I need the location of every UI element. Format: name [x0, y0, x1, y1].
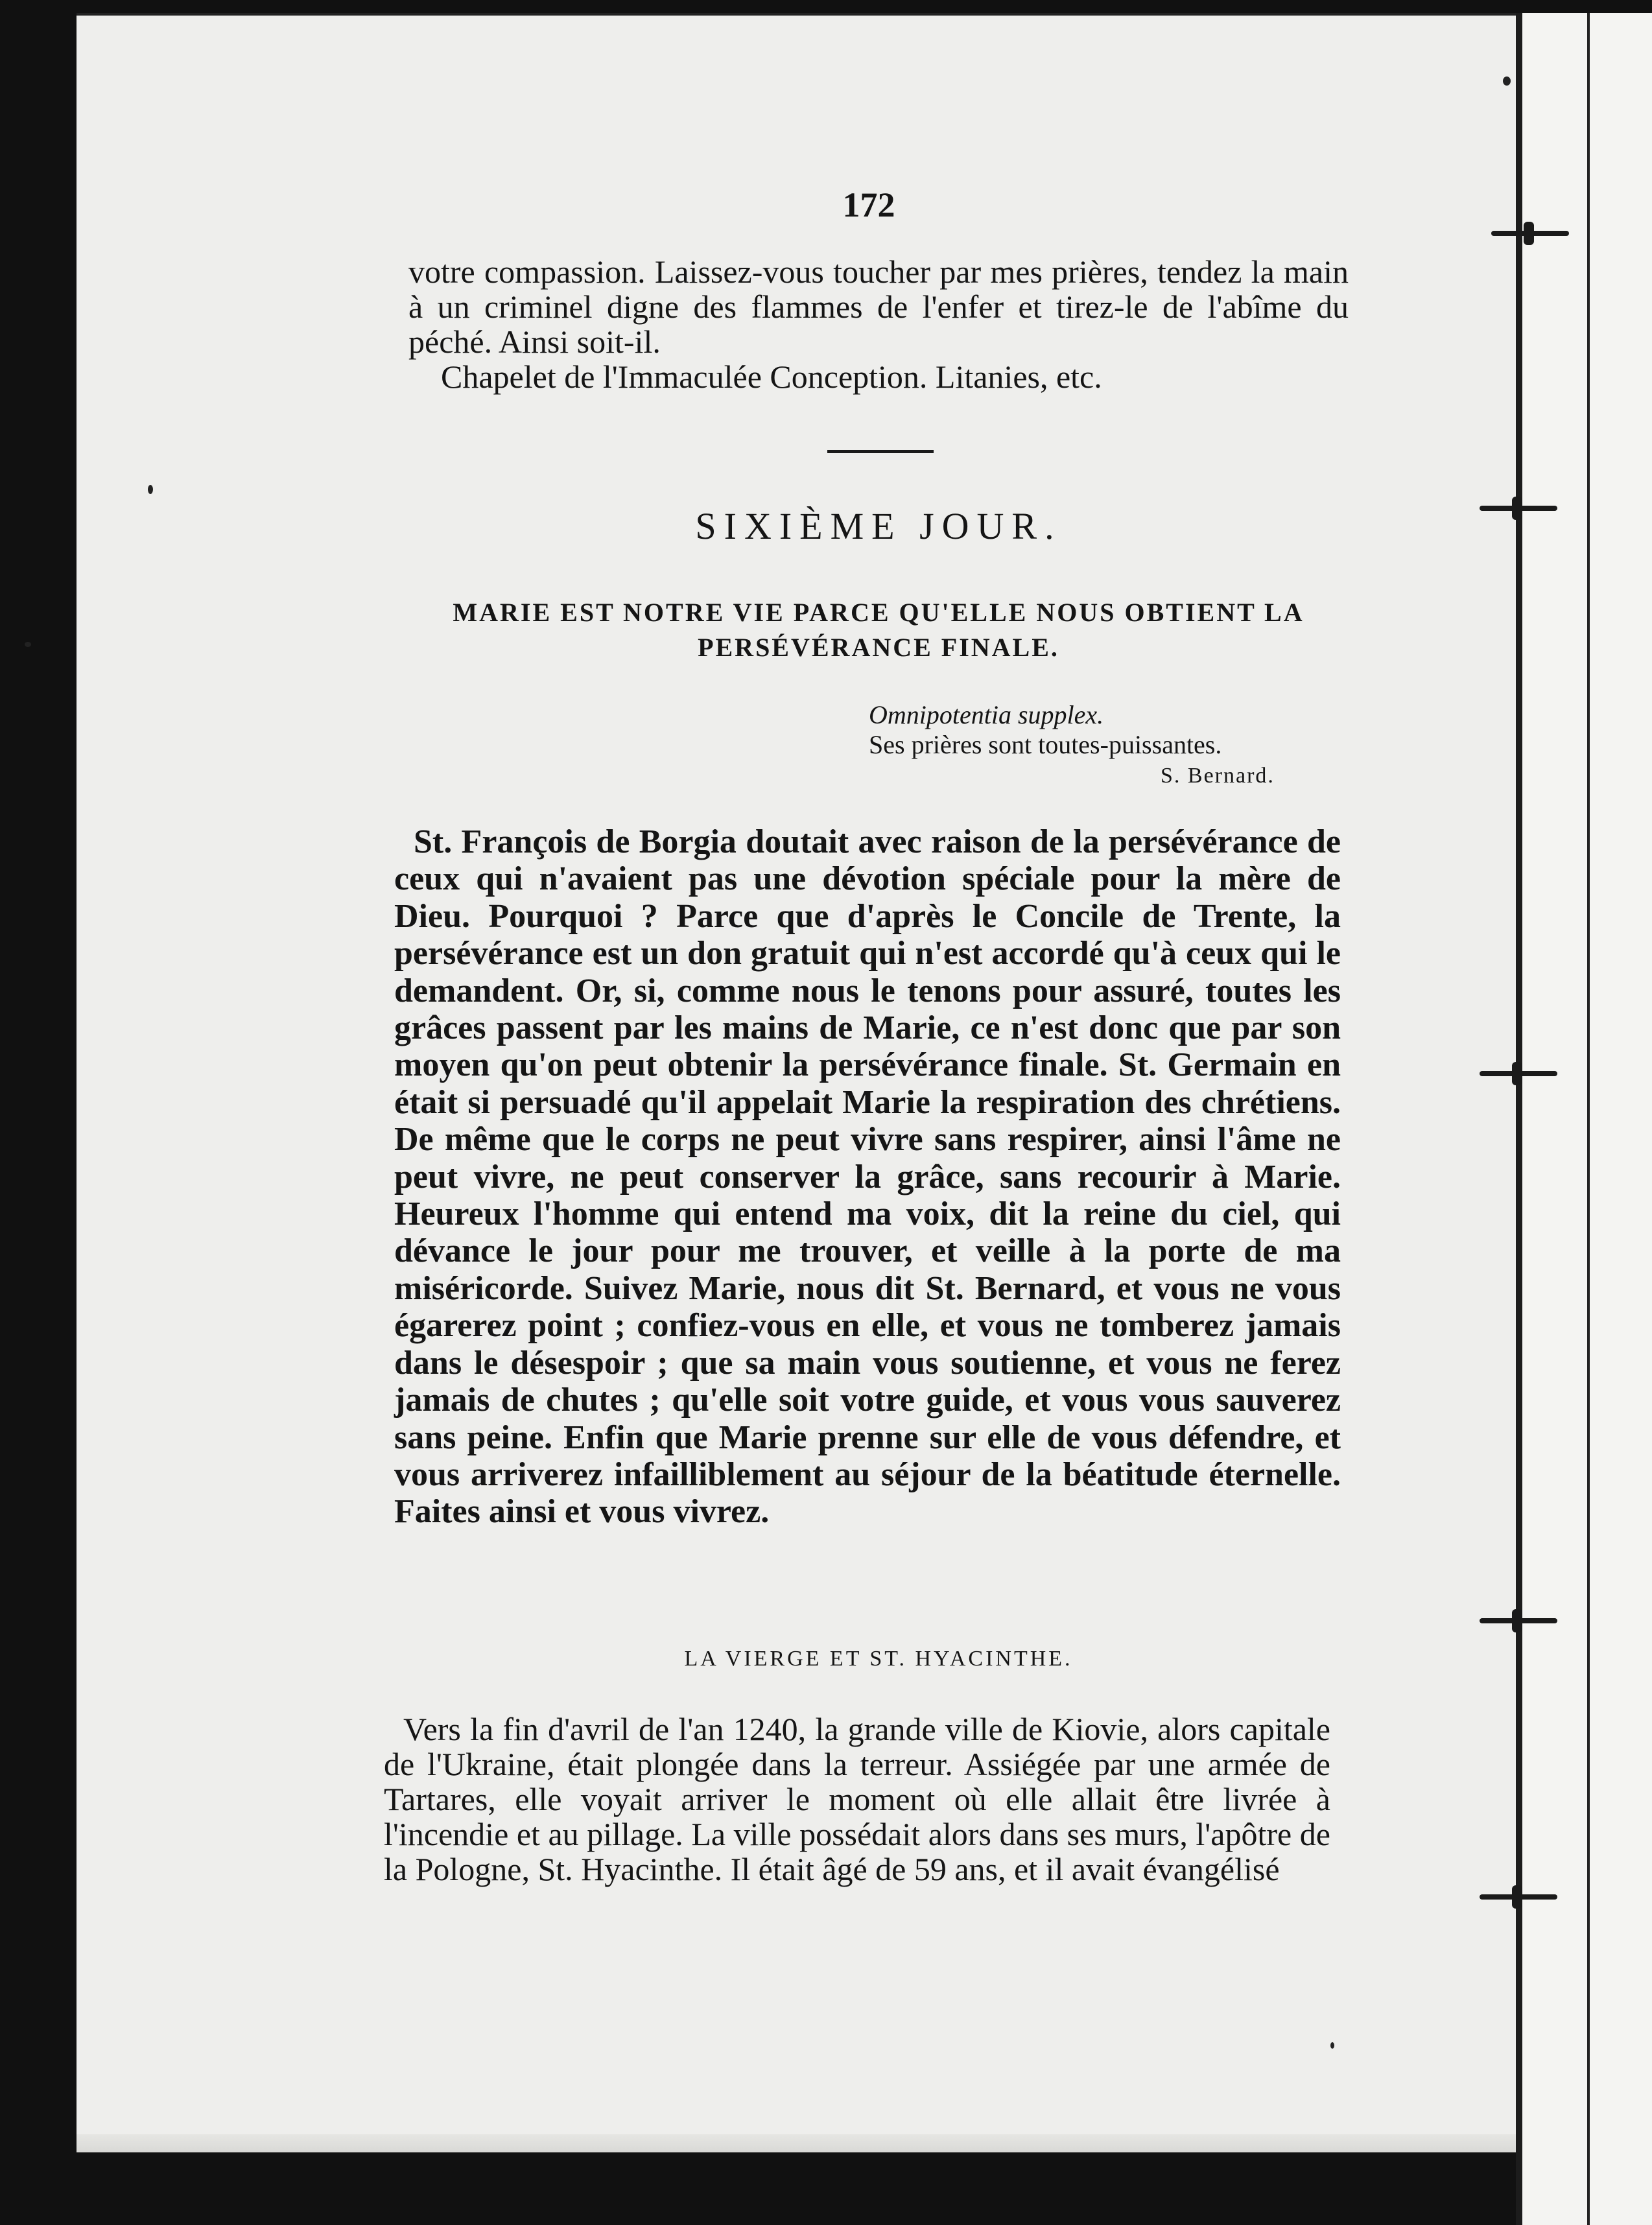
dust-speck	[148, 485, 153, 494]
epigraph-source: S. Bernard.	[1161, 764, 1275, 788]
chapter-title: SIXIÈME JOUR.	[695, 505, 1062, 547]
section-paragraph	[384, 1712, 1330, 1887]
epigraph	[869, 700, 1221, 760]
book-spine	[1516, 13, 1652, 2225]
section-paragraph-text: Vers la fin d'avril de l'an 1240, la grande ville de Kiovie, alors capitale de l'Ukraine, était plongée dans la terreur. Assiégée par une armée de Tartares, elle voyait arriver le moment où elle allait être livrée à l'incendie et au pillage. La ville possédait alors dans ses murs, l'apôtre de la Pologne, St. Hyacinthe. Il était âgé de 59 ans, et il avait évangélisé	[384, 1711, 1330, 1887]
dust-speck	[1330, 2042, 1334, 2049]
opening-closing-line: Chapelet de l'Immaculée Conception. Litanies, etc.	[441, 359, 1102, 395]
epigraph-french: Ses prières sont toutes-puissantes.	[869, 730, 1222, 759]
dust-speck	[25, 642, 31, 647]
section-separator	[827, 450, 934, 453]
page-number: 172	[842, 185, 895, 224]
main-paragraph-text: St. François de Borgia doutait avec raison de la persévérance de ceux qui n'avaient pas une dévotion spéciale pour la mère de Dieu. Pourquoi ? Parce que d'après le Concile de Trente, la persévérance est un don gratuit qui n'est accordé qu'à ceux qui le demandent. Or, si, comme nous le tenons pour assuré, toutes les grâces passent par les mains de Marie, ce n'est donc que par son moyen qu'on peut obtenir la persévérance finale. St. Germain en était si persuadé qu'il appelait Marie la respiration des chrétiens. De même que le corps ne peut vivre sans respirer, ainsi l'âme ne peut vivre, ne peut conserver la grâce, sans recourir à Marie. Heureux l'homme qui entend ma voix, dit la reine du ciel, qui dévance le jour pour me trouver, et veille à la porte de ma miséricorde. Suivez Marie, nous dit St. Bernard, et vous ne vous égarerez point ; confiez-vous en elle, et vous ne tomberez jamais dans le désespoir ; que sa main vous soutienne, et vous ne ferez jamais de chutes ; qu'elle soit votre guide, et vous vous sauverez sans peine. Enfin que Marie prenne sur elle de vous défendre, et vous arriverez infailliblement au séjour de la béatitude éternelle. Faites ainsi et vous vivrez.	[394, 823, 1341, 1531]
epigraph-latin: Omnipotentia supplex.	[869, 700, 1104, 729]
binding-mark	[1480, 1894, 1557, 1900]
section-heading: LA VIERGE ET ST. HYACINTHE.	[684, 1647, 1073, 1671]
main-paragraph	[394, 823, 1341, 1531]
chapter-subtitle: MARIE EST NOTRE VIE PARCE QU'ELLE NOUS OBTIENT LA PERSÉVÉRANCE FINALE.	[453, 598, 1304, 662]
dust-speck	[1503, 77, 1511, 86]
opening-paragraph: votre compassion. Laissez-vous toucher par mes prières, tendez la main à un criminel digne des flammes de l'enfer et tirez-le de l'abîme du péché. Ainsi soit-il.	[408, 253, 1349, 360]
binding-mark	[1480, 1618, 1557, 1623]
spine-rule	[1587, 13, 1590, 2225]
binding-mark	[1480, 506, 1557, 511]
binding-mark	[1491, 231, 1569, 236]
binding-mark	[1480, 1071, 1557, 1076]
